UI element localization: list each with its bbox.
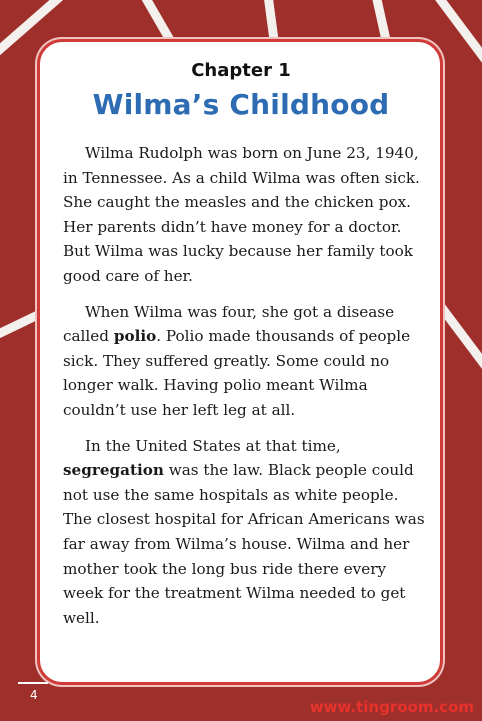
track-lane-line xyxy=(268,0,274,40)
page-number-rule xyxy=(18,682,48,684)
paragraph-2 xyxy=(63,300,427,423)
chapter-label: Chapter 1 xyxy=(191,60,291,81)
paragraph-3 xyxy=(63,434,427,631)
watermark: www.tingroom.com xyxy=(309,698,474,716)
paragraph-text: When Wilma was four, she got a disease called xyxy=(63,302,395,346)
paragraph-1: Wilma Rudolph was born on June 23, 1940, in Tennessee. As a child Wilma was often sick. She caught the measles and the chicken pox. Her parents didn’t have money for a doctor. But Wilma was lucky because her family took good care of her. xyxy=(63,144,420,285)
vocabulary-word-polio: polio xyxy=(113,327,157,346)
vocabulary-word-segregation: segregation xyxy=(63,461,164,480)
paragraph-text: . Polio made thousands of people sick. They suffered greatly. Some could no longer walk. Having polio meant Wilma couldn’t use her left leg at all. xyxy=(63,327,411,419)
page-number: 4 xyxy=(30,688,38,702)
chapter-title: Wilma’s Childhood xyxy=(92,88,390,121)
body-text xyxy=(63,141,427,641)
paragraph-text: was the law. Black people could not use the same hospitals as white people. The closest hospital for African Americans was far away from Wilma’s house. Wilma and her mother took the long bus ride there every week for the treatment Wilma needed to get well. xyxy=(63,461,425,627)
paragraph-text: In the United States at that time, xyxy=(85,436,341,455)
